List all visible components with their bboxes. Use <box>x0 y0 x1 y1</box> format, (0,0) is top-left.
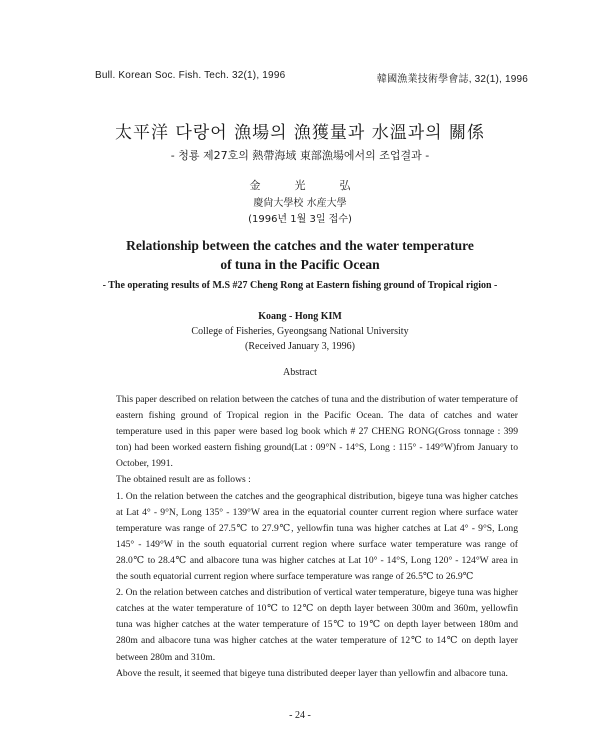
page-number: - 24 - <box>289 710 311 721</box>
abstract-body <box>116 392 518 682</box>
abstract-paragraph: 2. On the relation between catches and distribution of vertical water temperature, bigeye tuna was higher catches at the water temperature of 10℃ to 12℃ on depth layer between 300m and 360m, yellowfin tuna was higher catches at the water temperature of 15℃ to 19℃ on depth layer between 180m and 280m and albacore tuna was higher catches at the water temperature of 12℃ to 14℃ on depth layer between 280m and 310m. <box>116 587 518 663</box>
english-title-line-1: Relationship between the catches and the water temperature <box>126 238 474 253</box>
english-author: Koang - Hong KIM <box>258 311 342 322</box>
english-title-line-2: of tuna in the Pacific Ocean <box>220 257 380 272</box>
abstract-paragraph: Above the result, it seemed that bigeye tuna distributed deeper layer than yellowfin and albacore tuna. <box>116 667 508 679</box>
english-affiliation: College of Fisheries, Gyeongsang National University <box>191 326 409 337</box>
korean-subtitle: - 청룡 제27호의 熱帶海域 東部漁場에서의 조업결과 - <box>170 149 430 162</box>
korean-received-date: (1996년 1월 3일 접수) <box>248 214 352 225</box>
english-subtitle: - The operating results of M.S #27 Cheng Rong at Eastern fishing ground of Tropical rigion - <box>102 280 498 291</box>
korean-author: 金光弘 <box>249 179 385 192</box>
english-title <box>60 236 540 274</box>
korean-affiliation: 慶尙大學校 水産大學 <box>253 198 347 209</box>
abstract-paragraph: 1. On the relation between the catches and the geographical distribution, bigeye tuna was higher catches at Lat 4° - 9°N, Long 135° - 139°W area in the equatorial counter current region where surface water temperature was range of 27.5℃ to 27.9℃, yellowfin tuna was higher catches at Lat 4° - 9°S, Long 145° - 149°W in the south equatorial current region where surface water temperature was range of 28.0℃ to 28.4℃ and albacore tuna was higher catches at Lat 10° - 14°S, Long 120° - 124°W area in the south equatorial current region where surface temperature was range of 26.5℃ to 26.9℃ <box>116 490 518 583</box>
abstract-paragraph: This paper described on relation between the catches of tuna and the distribution of water temperature of eastern fishing ground of Tropical region in the Pacific Ocean. The data of catches and water temperature used in this paper were based log book which # 27 CHENG RONG(Gross tonnage : 399 ton) had been worked eastern fishing ground(Lat : 09°N - 14°S, Long : 115° - 149°W)from January to October, 1991. <box>116 394 518 470</box>
korean-title: 太平洋 다랑어 漁場의 漁獲量과 水溫과의 關係 <box>115 123 485 143</box>
abstract-paragraph: The obtained result are as follows : <box>116 474 251 486</box>
abstract-heading: Abstract <box>283 367 317 378</box>
journal-header-english: Bull. Korean Soc. Fish. Tech. 32(1), 1996 <box>95 70 286 81</box>
english-received-date: (Received January 3, 1996) <box>245 341 355 352</box>
journal-header-korean: 韓國漁業技術學會誌, 32(1), 1996 <box>376 74 528 85</box>
